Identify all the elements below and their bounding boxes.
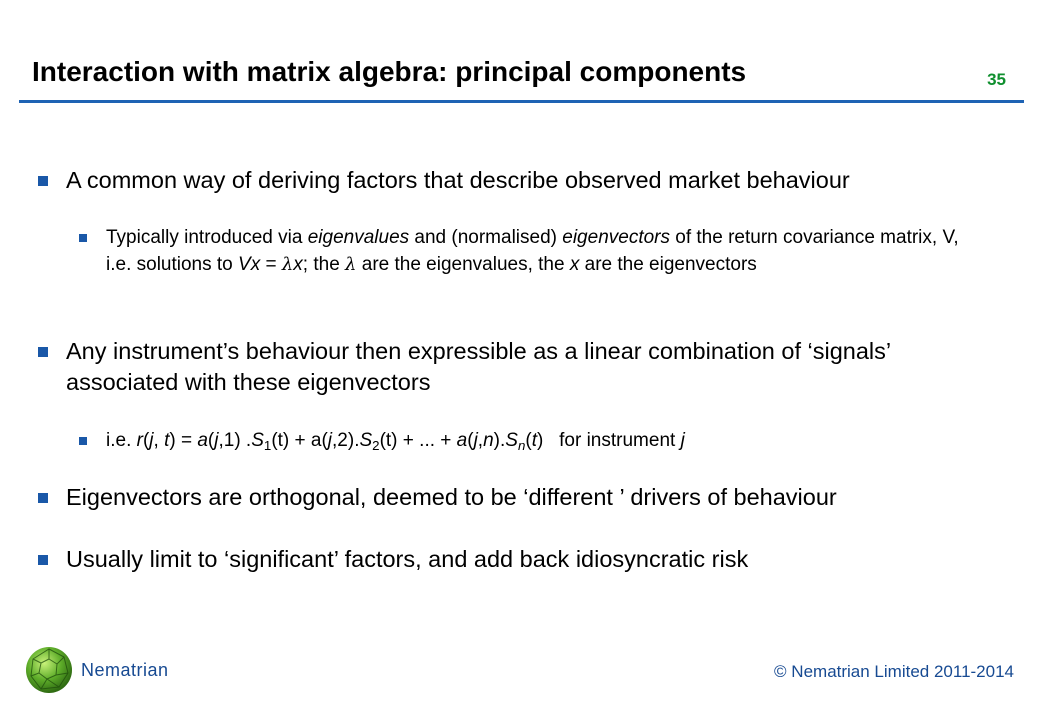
sub-bullet-text: Typically introduced via eigenvalues and (normalised) eigenvectors of the return covariance matrix, V, i.e. solutions to Vx = λx; the λ are the eigenvalues, the x are the eigenvectors — [106, 227, 959, 275]
sub-bullet-marker — [79, 437, 87, 445]
green-polyhedron-logo-icon — [24, 645, 74, 695]
bullet-text: A common way of deriving factors that describe observed market behaviour — [66, 167, 850, 193]
lambda-symbol: λ — [345, 254, 357, 275]
bullet-text: Any instrument’s behaviour then expressible as a linear combination of ‘signals’ associated with these eigenvectors — [66, 338, 891, 395]
page-number: 35 — [987, 70, 1006, 89]
bullet-marker — [38, 493, 48, 503]
bullet-text: Usually limit to ‘significant’ factors, and add back idiosyncratic risk — [66, 546, 749, 572]
bullet-marker — [38, 176, 48, 186]
bullet-text: Eigenvectors are orthogonal, deemed to be ‘different ’ drivers of behaviour — [66, 484, 837, 510]
brand-name: Nematrian — [81, 660, 169, 680]
slide-title: Interaction with matrix algebra: principal components — [32, 56, 747, 87]
bullet-marker — [38, 555, 48, 565]
title-rule — [19, 100, 1024, 103]
lambda-symbol: λ — [281, 254, 294, 275]
sub-bullet-marker — [79, 234, 87, 242]
bullet-marker — [38, 347, 48, 357]
copyright-text: © Nematrian Limited 2011-2014 — [774, 662, 1014, 681]
sub-bullet-formula: i.e. r(j, t) = a(j,1) $.S_1(t) + a(j,2).S_2(t)$ + ... + $a(j,n).S_n(t)$ for instrument j — [106, 430, 685, 453]
